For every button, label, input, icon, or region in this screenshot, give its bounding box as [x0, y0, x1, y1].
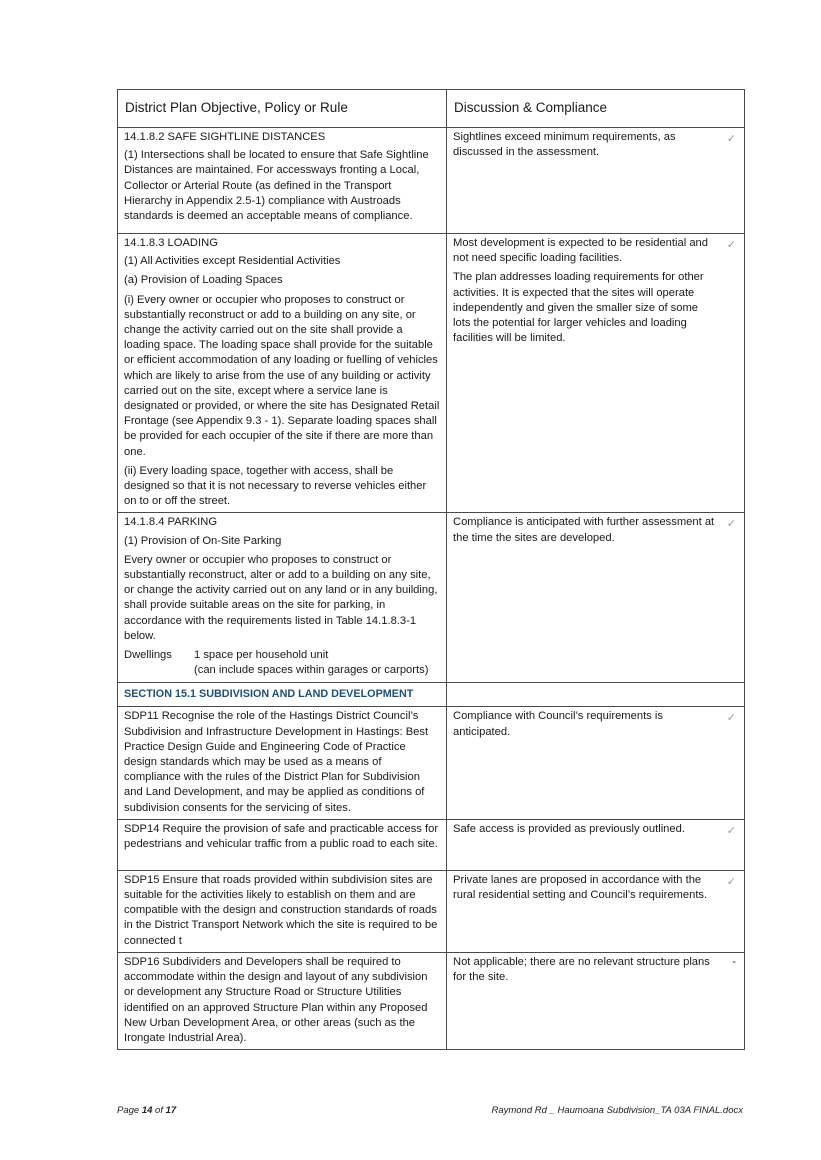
rule-paragraph: (i) Every owner or occupier who proposes to construct or substantially reconstruct or add to a building on any site, or change the activity carried out on the site shall provide a loading space. The loading space shall provide for the suitable or efficient accommodation of any loading or fuelling of vehicles which are likely to arise from the use of any building or activity carried out on the site, except where a service lane is designated or provided, or where the site has Designated Retail Frontage (see Appendix 9.3 - 1). Separate loading spaces shall be provided for each occupier of the site if there are more than one. — [124, 293, 440, 458]
rule-paragraph: SDP11 Recognise the role of the Hastings District Council’s Subdivision and Infrastructure Development in Hastings: Best Practice Design Guide and Engineering Code of Practice design standards which may be used as a means of compliance with the rules of the District Plan for Subdivision and Land Development, and may be applied as conditions of subdivision consents for the servicing of sites. — [124, 710, 429, 814]
discussion-paragraph: Private lanes are proposed in accordance with the rural residential setting and Council’s requirements. — [453, 873, 708, 902]
rule-cell — [118, 513, 447, 683]
rule-cell — [118, 128, 447, 234]
table-row — [118, 707, 745, 819]
discussion-paragraph: Safe access is provided as previously outlined. — [453, 822, 685, 835]
rule-cell — [118, 707, 447, 819]
discussion-cell — [447, 819, 745, 870]
rule-paragraph: SDP15 Ensure that roads provided within subdivision sites are suitable for the activities likely to establish on them and are compatible with the design and construction standards of roads in the District Transport Network which the site is required to be connected t — [124, 873, 438, 947]
discussion-paragraph: Not applicable; there are no relevant structure plans for the site. — [453, 955, 710, 984]
section-row — [118, 683, 745, 707]
rule-paragraph: (ii) Every loading space, together with access, shall be designed so that it is not necessary to reverse vehicles either on to or off the street. — [124, 464, 427, 508]
discussion-paragraph: Most development is expected to be residential and not need specific loading facilities. — [453, 237, 708, 265]
section-title-cell — [118, 683, 447, 707]
page-label: Page — [117, 1105, 142, 1116]
compliance-check-icon: ✓ — [726, 712, 736, 725]
rule-paragraph: (1) Intersections shall be located to ensure that Safe Sightline Distances are maintained. For accessways fronting a Local, Collector or Arterial Route (as defined in the Transport Hierarchy in Appendix 2.5-1) compliance with Austroads standards is deemed an acceptable means of compliance. — [124, 149, 429, 223]
discussion-paragraph: Compliance is anticipated with further assessment at the time the sites are developed. — [453, 516, 715, 544]
not-applicable-dash-icon: - — [732, 955, 736, 968]
compliance-check-icon: ✓ — [726, 824, 736, 837]
rule-paragraph: (1) Provision of On-Site Parking — [124, 534, 282, 547]
dwellings-requirement — [124, 648, 440, 678]
rule-paragraph: SDP16 Subdividers and Developers shall be required to accommodate within the design and layout of any subdivision or development any Structure Road or Structure Utilities identified on an approved Structure Plan within any Proposed New Urban Development Area, or other areas (such as the Irongate Industrial Area). — [124, 955, 428, 1044]
compliance-check-icon: ✓ — [726, 875, 736, 888]
discussion-paragraph: Compliance with Council’s requirements is anticipated. — [453, 710, 663, 738]
page-of: of — [152, 1105, 166, 1116]
rule-paragraph: Every owner or occupier who proposes to construct or substantially reconstruct, alter or add to a building on any site, or change the activity carried out on any land or in any building, shall provide suitable areas on the site for parking, in accordance with the requirements listed in Table 14.1.8.3-1 below. — [124, 553, 438, 642]
document-filename: Raymond Rd _ Haumoana Subdivision_TA 03A FINAL.docx — [491, 1105, 743, 1116]
rule-code: 14.1.8.2 SAFE SIGHTLINE DISTANCES — [124, 131, 326, 143]
table-row — [118, 870, 745, 952]
discussion-paragraph: The plan addresses loading requirements for other activities. It is expected that the sites will operate independently and given the smaller size of some lots the potential for larger vehicles and loading facilities will be limited. — [453, 271, 704, 345]
discussion-cell — [447, 234, 745, 513]
table-row — [118, 952, 745, 1049]
rule-cell — [118, 870, 447, 952]
compliance-check-icon: ✓ — [726, 239, 736, 251]
discussion-cell — [447, 128, 745, 234]
compliance-check-icon: ✓ — [726, 518, 736, 531]
rule-cell — [118, 234, 447, 513]
section-empty-cell — [447, 683, 745, 707]
table-header-row — [118, 90, 745, 128]
section-title: SECTION 15.1 SUBDIVISION AND LAND DEVELOPMENT — [124, 687, 414, 700]
table-row — [118, 234, 745, 513]
rule-paragraph: SDP14 Require the provision of safe and practicable access for pedestrians and vehicular traffic from a public road to each site. — [124, 822, 439, 851]
page-total: 17 — [165, 1105, 177, 1116]
discussion-cell — [447, 952, 745, 1049]
rule-paragraph: (a) Provision of Loading Spaces — [124, 274, 283, 287]
table-row — [118, 128, 745, 234]
compliance-check-icon: ✓ — [726, 133, 736, 145]
header-discussion-column: Discussion & Compliance — [447, 90, 745, 128]
dwellings-requirement-note: (can include spaces within garages or carports) — [194, 664, 429, 677]
rule-paragraph: (1) All Activities except Residential Activities — [124, 255, 341, 268]
rule-cell — [118, 819, 447, 870]
table-row — [118, 513, 745, 683]
discussion-cell — [447, 870, 745, 952]
discussion-paragraph: Sightlines exceed minimum requirements, as discussed in the assessment. — [453, 131, 676, 159]
dwellings-requirement-line: 1 space per household unit — [194, 649, 329, 662]
discussion-cell — [447, 707, 745, 819]
page-current: 14 — [141, 1105, 153, 1116]
dwellings-label: Dwellings — [124, 649, 172, 662]
rule-code: 14.1.8.3 LOADING — [124, 237, 218, 249]
discussion-cell — [447, 513, 745, 683]
header-rule-column: District Plan Objective, Policy or Rule — [118, 90, 447, 128]
rule-cell — [118, 952, 447, 1049]
page-number — [117, 1105, 176, 1116]
table-row — [118, 819, 745, 870]
rule-code: 14.1.8.4 PARKING — [124, 516, 218, 529]
compliance-table — [117, 89, 745, 1050]
